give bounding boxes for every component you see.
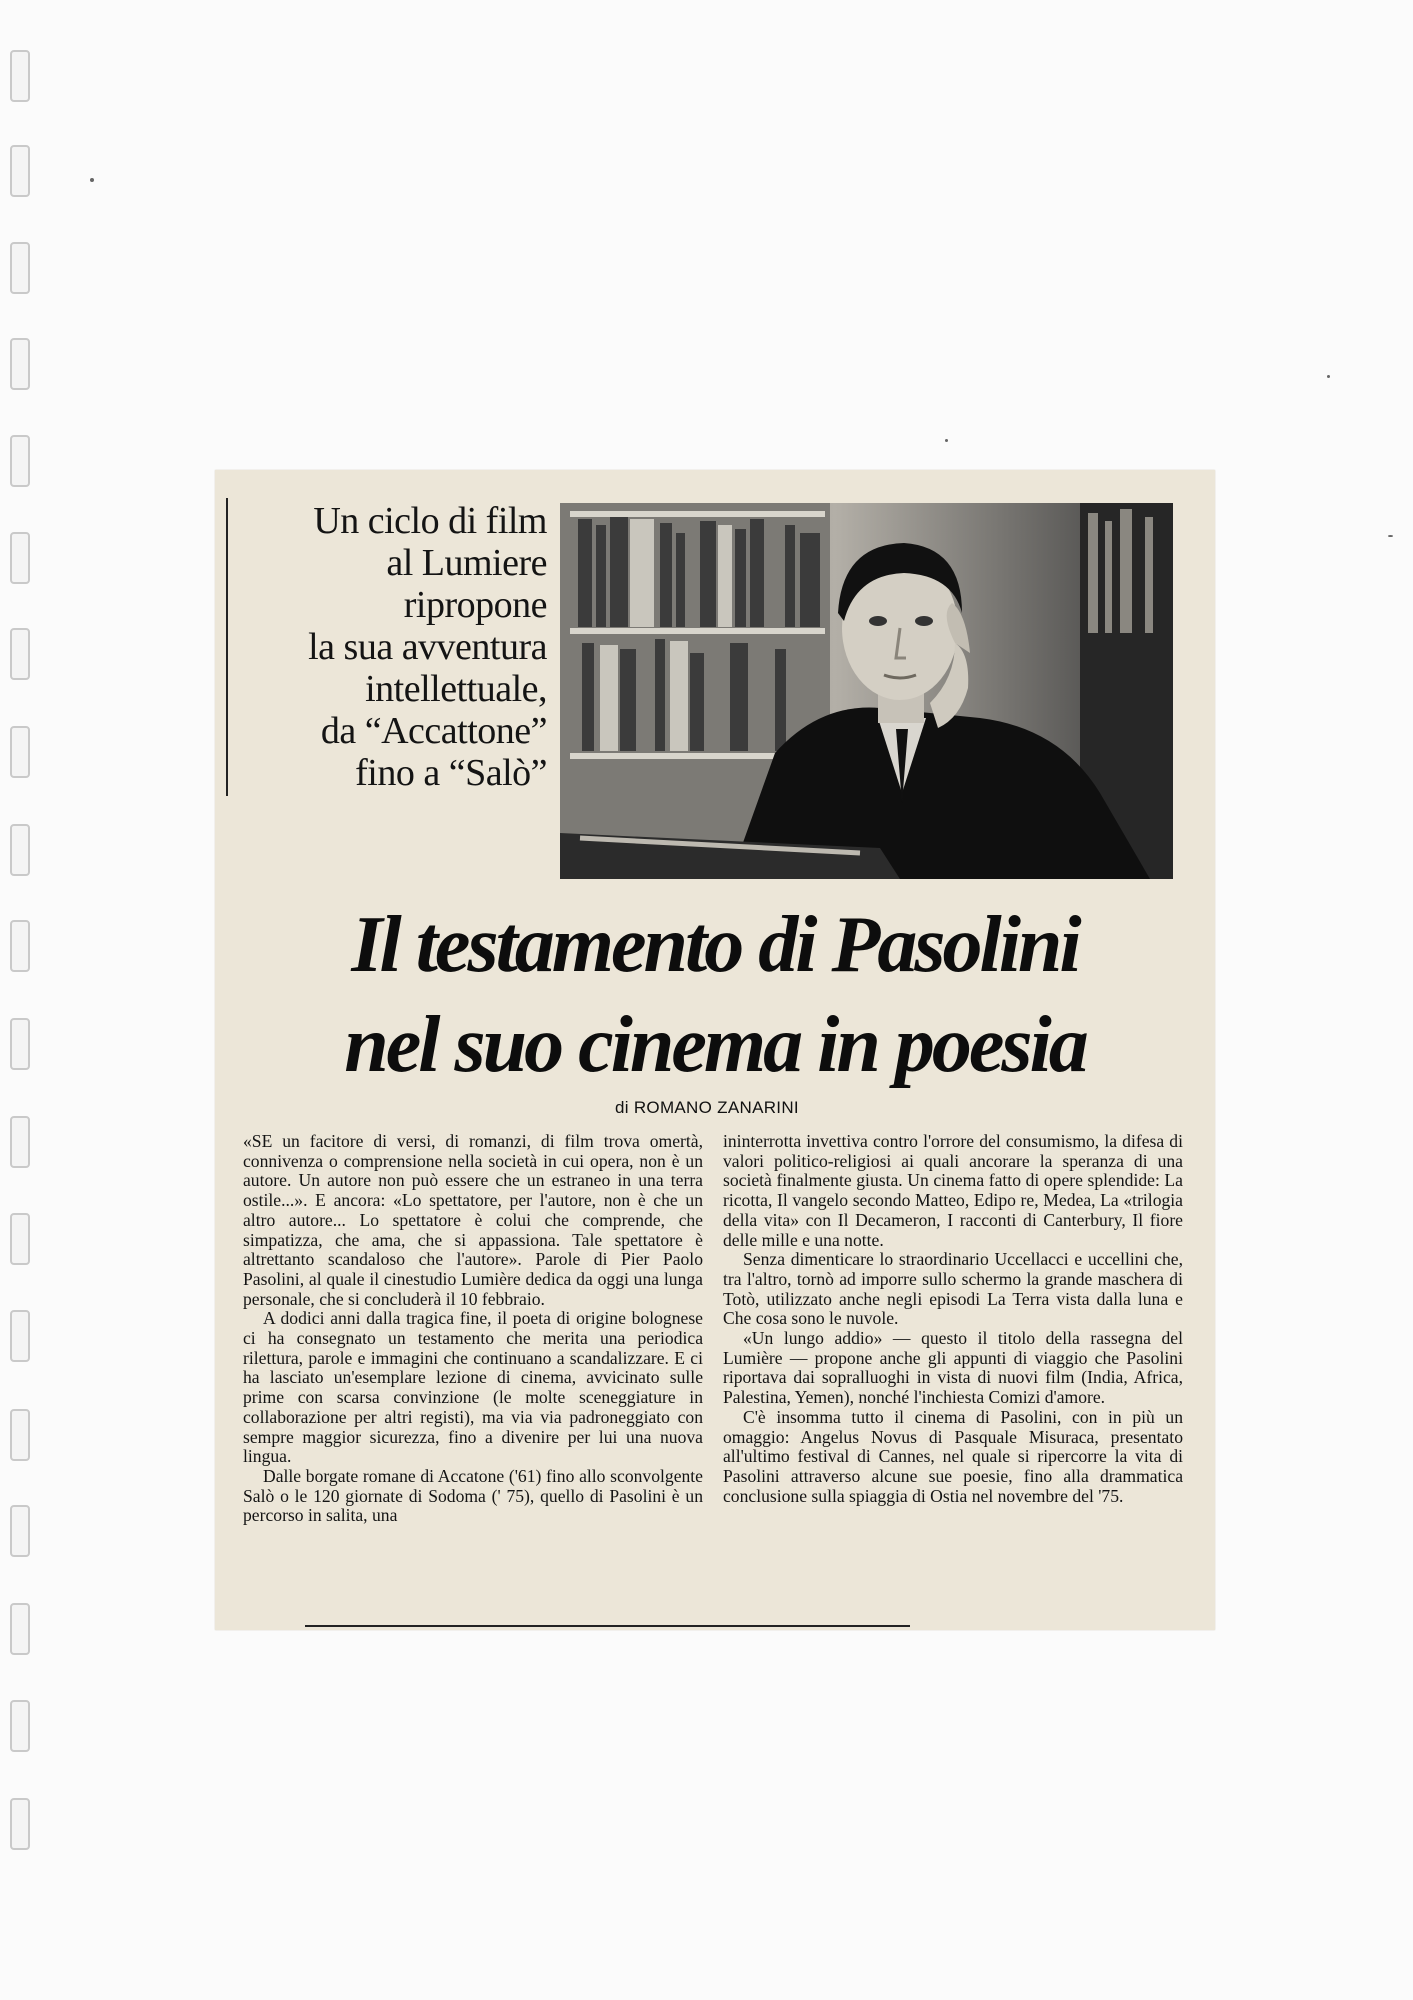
binder-hole	[10, 628, 30, 680]
dust-speck	[1327, 375, 1330, 378]
binder-hole	[10, 1116, 30, 1168]
dust-speck	[945, 439, 948, 442]
deck-line: intellettuale,	[365, 668, 547, 710]
binder-hole	[10, 338, 30, 390]
binder-hole	[10, 1603, 30, 1655]
binder-hole	[10, 532, 30, 584]
binder-hole	[10, 1018, 30, 1070]
deck-line: da “Accattone”	[320, 710, 547, 752]
article-paragraph: Dalle borgate romane di Accatone ('61) fino allo sconvolgente Salò o le 120 giornate di Sodoma (' 75), quello di Pasolini è un percorso in salita, una	[243, 1465, 703, 1526]
right-column	[723, 1132, 1183, 1506]
portrait-illustration	[560, 503, 1173, 879]
binder-hole	[10, 1409, 30, 1461]
dust-speck	[1388, 535, 1393, 537]
article-paragraph: «Un lungo addio» — questo il titolo della rassegna del Lumière — propone anche gli appunti di viaggio che Pasolini riportava dai sopralluoghi in vista di nuovi film (India, Africa, Palestina, Yemen), nonché l'inchiesta Comizi d'amore.	[723, 1328, 1183, 1408]
deck-line: la sua avventura	[308, 626, 547, 668]
binder-hole	[10, 50, 30, 102]
binder-hole	[10, 1505, 30, 1557]
byline: di ROMANO ZANARINI	[615, 1098, 799, 1117]
article-paragraph: ininterrotta invettiva contro l'orrore del consumismo, la difesa di valori politico-religiosi ai quali ancorare la speranza di una società finalmente giusta. Un cinema fatto di opere splendide: La ricotta, Il vangelo secondo Matteo, Edipo re, Medea, La «trilogia della vita» con Il Decameron, I racconti di Canterbury, Il fiore delle mille e una notte.	[723, 1131, 1183, 1250]
dust-speck	[90, 178, 94, 182]
deck-line: al Lumiere	[386, 542, 547, 584]
newspaper-clipping	[215, 470, 1215, 1630]
left-column	[243, 1132, 703, 1526]
article-paragraph: C'è insomma tutto il cinema di Pasolini, con in più un omaggio: Angelus Novus di Pasquale Misuraca, presentato all'ultimo festival di Cannes, nel quale si ripercorre la vita di Pasolini attraverso alcune sue poesie, fino alla drammatica conclusione sulla spiaggia di Ostia nel novembre del '75.	[723, 1406, 1183, 1506]
binder-hole	[10, 145, 30, 197]
article-deck	[245, 500, 547, 794]
headline-line-1: Il testamento di Pasolini	[351, 901, 1079, 989]
binder-hole	[10, 1213, 30, 1265]
bleed-through-text	[215, 470, 1215, 500]
binder-hole	[10, 1310, 30, 1362]
binder-hole	[10, 920, 30, 972]
article-paragraph: «SE un facitore di versi, di romanzi, di film trova omertà, connivenza o comprensione nella società in cui opera, non è un autore. Un autore non può essere che un estraneo in una terra ostile...». E ancora: «Lo spettatore, per l'autore, non è che un altro autore... Lo spettatore è colui che comprende, che simpatizza, che ama, che si appassiona. Tale spettatore è altrettanto scandaloso che l'autore». Parole di Pier Paolo Pasolini, al quale il cinestudio Lumière dedica da oggi una lunga personale, che si concluderà il 10 febbraio.	[243, 1131, 703, 1309]
headline-line-2: nel suo cinema in poesia	[344, 1001, 1086, 1089]
deck-line: Un ciclo di film	[313, 500, 547, 542]
binder-hole	[10, 242, 30, 294]
deck-line: fino a “Salò”	[355, 752, 547, 794]
binder-hole	[10, 1798, 30, 1850]
article-paragraph: A dodici anni dalla tragica fine, il poeta di origine bolognese ci ha consegnato un testamento che merita una periodica rilettura, parole e immagini che continuano a scandalizzare. E ci ha lasciato un'esemplare lezione di cinema, avvicinato sulle prime con scarsa convinzione (le molte sceneggiature in collaborazione per altri registi), ma via via padroneggiato con sempre maggior sicurezza, fino a divenire per lui una nuova lingua.	[243, 1308, 703, 1467]
article-paragraph: Senza dimenticare lo straordinario Uccellacci e uccellini che, tra l'altro, tornò ad imporre sullo schermo la grande maschera di Totò, utilizzato anche negli episodi La Terra vista dalla luna e Che cosa sono le nuvole.	[723, 1249, 1183, 1329]
binder-hole	[10, 435, 30, 487]
binder-hole	[10, 1700, 30, 1752]
bottom-rule	[305, 1625, 910, 1627]
deck-rule	[226, 498, 228, 796]
portrait-photo	[560, 503, 1173, 879]
binder-hole	[10, 824, 30, 876]
binder-hole	[10, 726, 30, 778]
deck-line: ripropone	[403, 584, 547, 626]
